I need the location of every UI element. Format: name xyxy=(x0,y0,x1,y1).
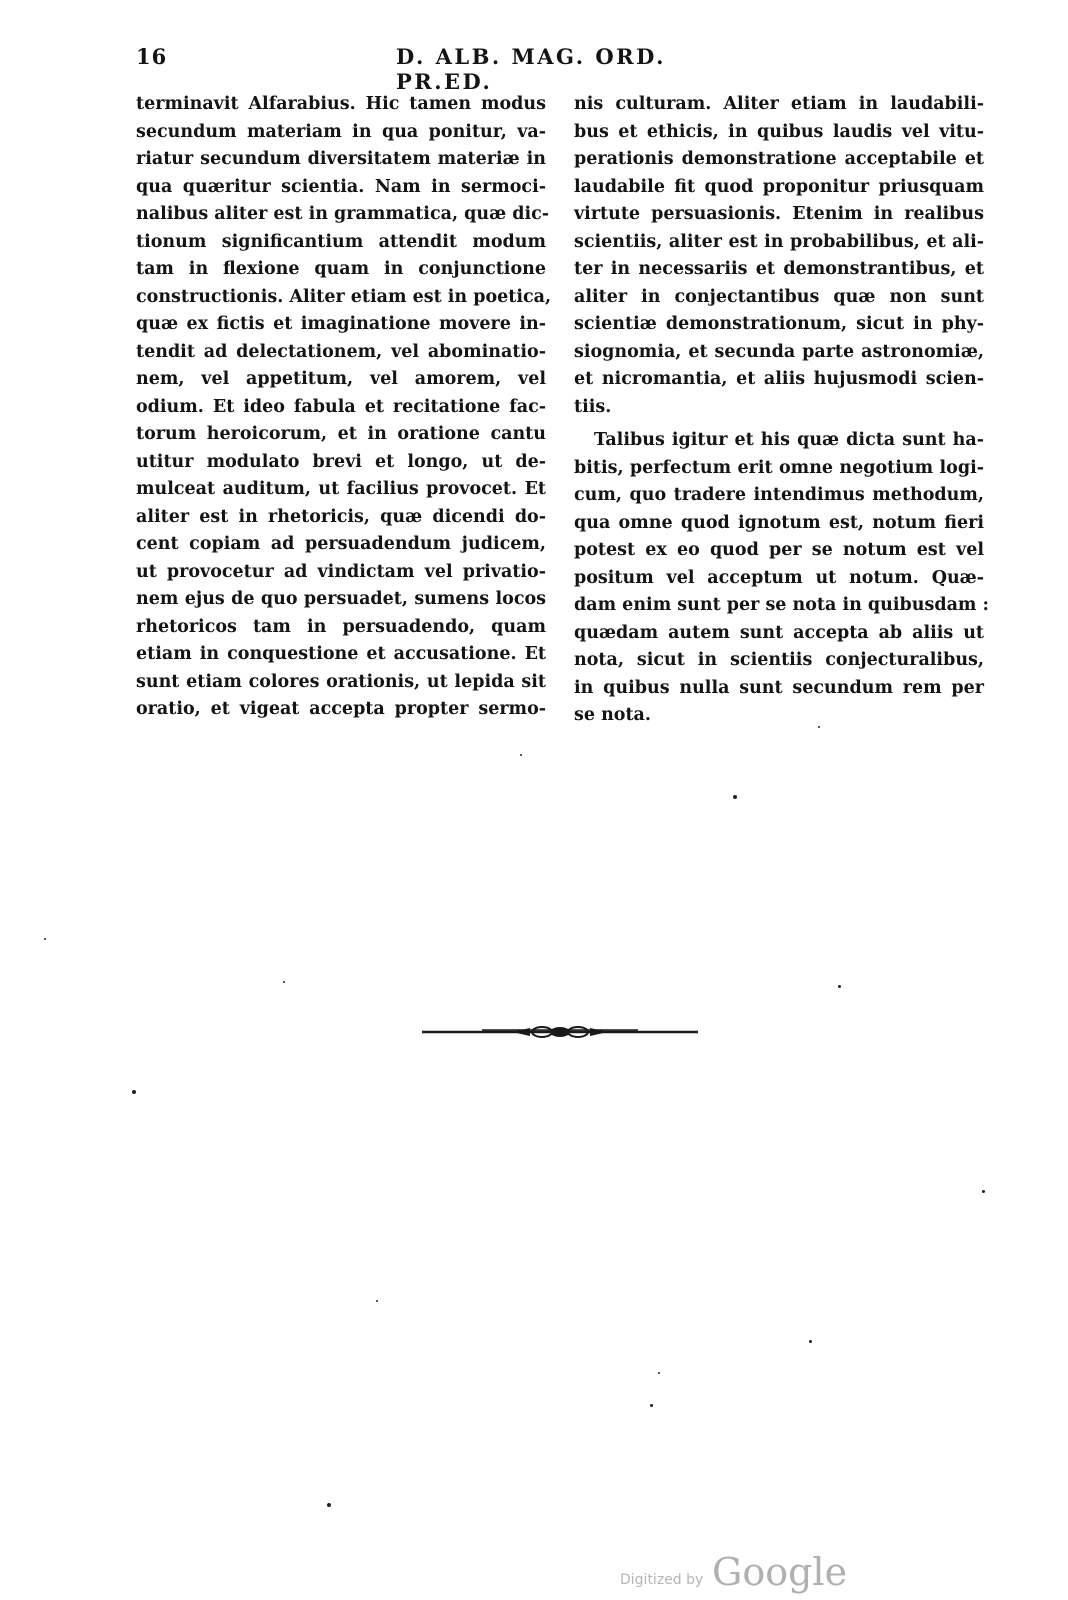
text-line: mulceat auditum, ut facilius provocet. Et xyxy=(136,479,546,499)
text-line: in quibus nulla sunt secundum rem per xyxy=(574,677,984,698)
text-line: laudabile fit quod proponitur priusquam xyxy=(574,176,984,197)
text-line: constructionis. Aliter etiam est in poetica, xyxy=(136,286,552,307)
text-line: etiam in conquestione et accusatione. Et xyxy=(136,644,546,664)
text-line: torum heroicorum, et in oratione cantu xyxy=(136,424,546,444)
text-line: ut provocetur ad vindictam vel privatio- xyxy=(136,561,546,582)
scan-speck xyxy=(658,1372,660,1374)
text-line: nota, sicut in scientiis conjecturalibus, xyxy=(574,650,984,670)
google-logo: Google xyxy=(712,1550,848,1594)
scan-speck xyxy=(327,1503,331,1507)
text-line: tionum significantium attendit modum xyxy=(136,231,546,252)
digitized-by-google-watermark xyxy=(620,1550,850,1600)
text-line: se nota. xyxy=(574,705,651,725)
paragraph xyxy=(574,427,989,730)
text-line: odium. Et ideo fabula et recitatione fac- xyxy=(136,396,546,417)
text-line: siognomia, et secunda parte astronomiæ, xyxy=(574,341,984,362)
left-text-column xyxy=(136,91,552,724)
text-line: qua omne quod ignotum est, notum fieri xyxy=(574,512,984,533)
running-title: D. ALB. MAG. ORD. PR.ED. xyxy=(396,44,666,94)
text-line: nis culturam. Aliter etiam in laudabili- xyxy=(574,94,984,114)
text-line: tiis. xyxy=(574,396,612,417)
scan-speck xyxy=(650,1404,653,1407)
text-line: dam enim sunt per se nota in quibusdam : xyxy=(574,595,989,615)
watermark-prefix: Digitized by xyxy=(620,1572,704,1588)
text-line: bitis, perfectum erit omne negotium logi- xyxy=(574,457,984,478)
scan-speck xyxy=(520,754,522,756)
text-line: qua quæritur scientia. Nam in sermoci- xyxy=(136,176,546,197)
page-number: 16 xyxy=(136,44,168,69)
text-line: tam in flexione quam in conjunctione xyxy=(136,259,546,279)
text-line: oratio, et vigeat accepta propter sermo- xyxy=(136,699,546,719)
text-line: sunt etiam colores orationis, ut lepida sit xyxy=(136,671,546,692)
text-line: quædam autem sunt accepta ab aliis ut xyxy=(574,622,984,643)
text-line: ter in necessariis et demonstrantibus, et xyxy=(574,259,984,279)
right-text-column xyxy=(574,91,989,730)
text-line: secundum materiam in qua ponitur, va- xyxy=(136,121,546,142)
text-line: cent copiam ad persuadendum judicem, xyxy=(136,534,546,554)
text-line: nem ejus de quo persuadet, sumens locos xyxy=(136,589,546,609)
text-line: rhetoricos tam in persuadendo, quam xyxy=(136,616,546,637)
scan-speck xyxy=(283,981,285,983)
page-header xyxy=(136,44,720,94)
scan-speck xyxy=(838,985,841,988)
scan-speck xyxy=(376,1300,378,1302)
text-line: scientiis, aliter est in probabilibus, et ali- xyxy=(574,231,984,252)
text-line: nem, vel appetitum, vel amorem, vel xyxy=(136,369,546,389)
text-line: riatur secundum diversitatem materiæ in xyxy=(136,149,546,169)
paragraph xyxy=(574,91,984,421)
text-line: nalibus aliter est in grammatica, quæ dic- xyxy=(136,204,550,224)
scan-speck xyxy=(982,1190,985,1193)
text-line: virtute persuasionis. Etenim in realibus xyxy=(574,204,984,224)
text-line: bus et ethicis, in quibus laudis vel vitu- xyxy=(574,121,984,142)
text-line: aliter in conjectantibus quæ non sunt xyxy=(574,286,984,307)
text-line: positum vel acceptum ut notum. Quæ- xyxy=(574,567,984,588)
scan-speck xyxy=(818,726,820,728)
text-line: perationis demonstratione acceptabile et xyxy=(574,149,984,169)
text-line: Talibus igitur et his quæ dicta sunt ha- xyxy=(594,430,984,450)
scan-speck xyxy=(733,795,737,799)
text-line: tendit ad delectationem, vel abominatio- xyxy=(136,341,546,362)
text-line: quæ ex fictis et imaginatione movere in- xyxy=(136,314,546,334)
text-line: terminavit Alfarabius. Hic tamen modus xyxy=(136,94,546,114)
text-line: et nicromantia, et aliis hujusmodi scien- xyxy=(574,369,984,389)
scan-speck xyxy=(809,1340,812,1343)
scan-speck xyxy=(44,938,46,940)
text-line: potest ex eo quod per se notum est vel xyxy=(574,540,984,560)
text-line: utitur modulato brevi et longo, ut de- xyxy=(136,451,546,472)
scan-speck xyxy=(132,1090,136,1094)
text-line: cum, quo tradere intendimus methodum, xyxy=(574,485,984,505)
text-line: scientiæ demonstrationum, sicut in phy- xyxy=(574,314,984,334)
section-ornament xyxy=(422,1022,698,1042)
text-line: aliter est in rhetoricis, quæ dicendi do- xyxy=(136,506,546,527)
